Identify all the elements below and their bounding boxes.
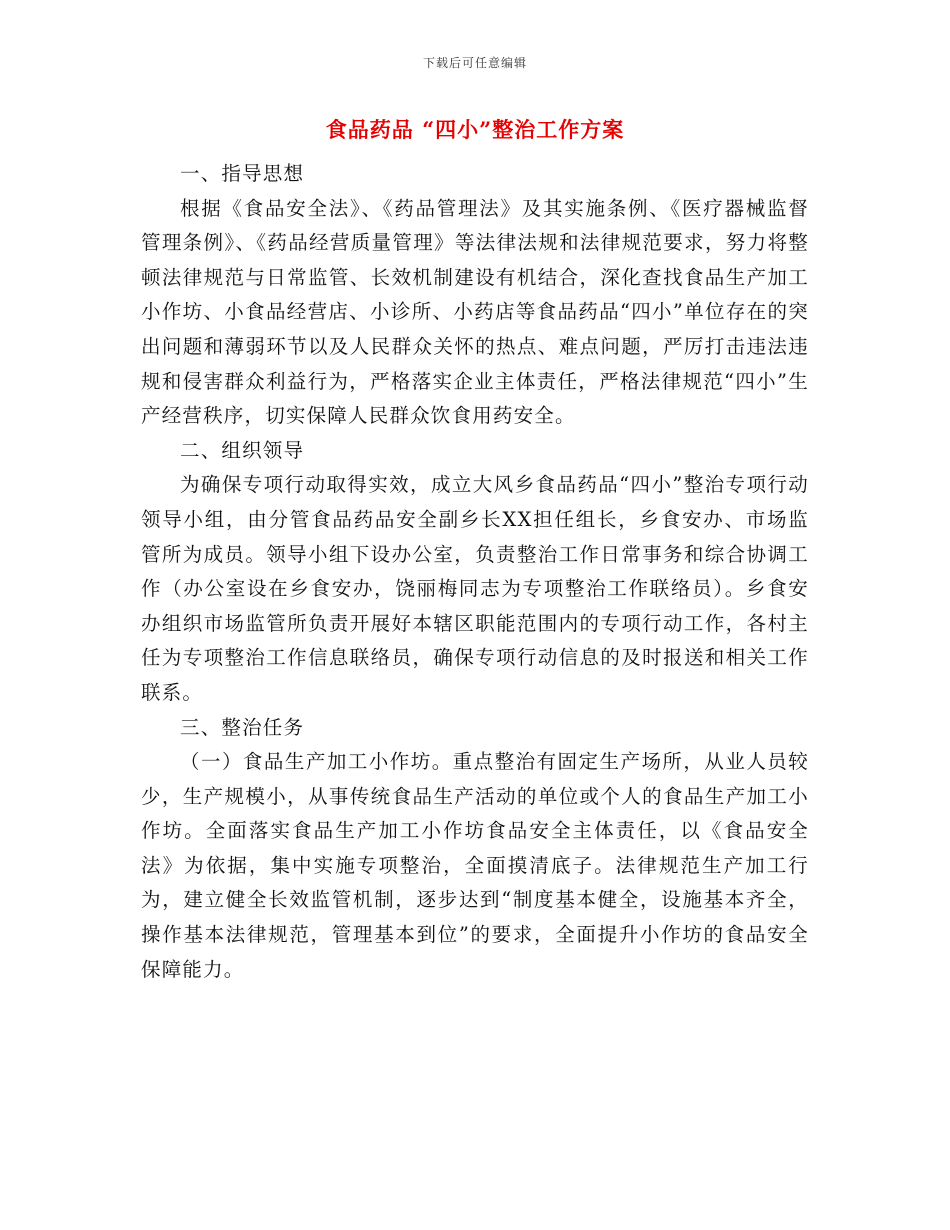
header-note: 下载后可任意编辑: [422, 56, 527, 70]
paragraph-tasks-workshops: （一）食品生产加工小作坊。重点整治有固定生产场所，从业人员较少，生产规模小，从事传统食品生产活动的单位或个人的食品生产加工小作坊。全面落实食品生产加工小作坊食品安全主体责任，以《食品安全法》为依据，集中实施专项整治，全面摸清底子。法律规范生产加工行为，建立健全长效监管机制，逐步达到“制度基本健全，设施基本齐全，操作基本法律规范，管理基本到位”的要求，全面提升小作坊的食品安全保障能力。: [141, 750, 809, 981]
document-title: 食品药品 “四小”整治工作方案: [325, 117, 625, 142]
section-heading-guiding-ideology: 一、指导思想: [180, 162, 305, 185]
section-heading-organization: 二、组织领导: [180, 438, 305, 462]
section-heading-tasks: 三、整治任务: [180, 715, 305, 739]
paragraph-guiding-ideology: 根据《食品安全法》、《药品管理法》及其实施条例、《医疗器械监督管理条例》、《药品经营质量管理》等法律法规和法律规范要求，努力将整顿法律规范与日常监管、长效机制建设有机结合，深化查找食品生产加工小作坊、小食品经营店、小诊所、小药店等食品药品“四小”单位存在的突出问题和薄弱环节以及人民群众关怀的热点、难点问题，严厉打击违法违规和侵害群众利益行为，严格落实企业主体责任，严格法律规范“四小”生产经营秩序，切实保障人民群众饮食用药安全。: [141, 196, 809, 428]
paragraph-organization: 为确保专项行动取得实效，成立大风乡食品药品“四小”整治专项行动领导小组，由分管食品药品安全副乡长XX担任组长，乡食安办、市场监管所为成员。领导小组下设办公室，负责整治工作日常事务和综合协调工作（办公室设在乡食安办，饶丽梅同志为专项整治工作联络员）。乡食安办组织市场监管所负责开展好本辖区职能范围内的专项行动工作，各村主任为专项整治工作信息联络员，确保专项行动信息的及时报送和相关工作联系。: [141, 473, 809, 704]
document-body: [141, 157, 809, 987]
